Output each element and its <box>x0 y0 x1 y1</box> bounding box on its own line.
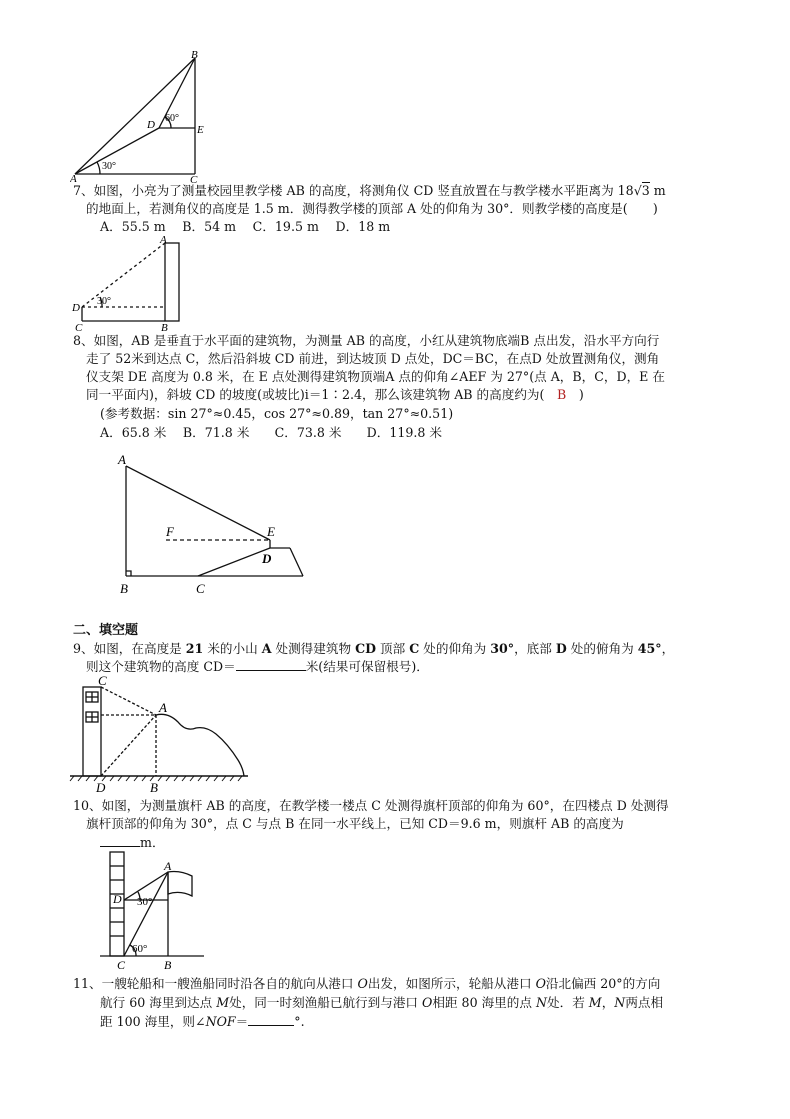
q11-l1c: 沿北偏西 20°的方向 <box>545 976 661 991</box>
q9-line2-text: 则这个建筑物的高度 CD＝ <box>86 659 236 674</box>
q10-angle-30: 30° <box>137 896 153 908</box>
angle-60: 60° <box>165 113 179 124</box>
q9-line1 <box>73 640 674 657</box>
q9-b5: 30° <box>490 641 515 656</box>
q9-p4: 顶部 <box>376 641 410 656</box>
figure-q7 <box>70 233 185 333</box>
q8-line4-close: ) <box>566 387 584 402</box>
q11-O-3: O <box>422 995 433 1010</box>
q11-l2c: 相距 80 海里的点 <box>432 995 536 1010</box>
q11-O-1: O <box>357 976 368 991</box>
label-A: A <box>70 173 77 183</box>
q11-l1a: 11、一艘轮船和一艘渔船同时沿各自的航向从港口 <box>73 976 358 991</box>
q8-label-B: B <box>120 581 128 596</box>
q8-options: A．65.8 米 B．71.8 米 C．73.8 米 D．119.8 米 <box>100 425 442 440</box>
q9-p8: ， <box>661 641 675 656</box>
q11-line3 <box>100 1013 305 1030</box>
q9-p2: 米的小山 <box>203 641 262 656</box>
q7-angle-30: 30° <box>97 296 111 307</box>
q9-b1: 21 <box>185 641 204 656</box>
q11-l1b: 出发，如图所示，轮船从港口 <box>367 976 536 991</box>
sqrt-symbol: √ <box>633 183 642 198</box>
q10-line2: 旗杆顶部的仰角为 30°，点 C 与点 B 在同一水平线上，已知 CD＝9.6 m，则旗杆 AB 的高度为 <box>86 816 624 831</box>
q7-label-B: B <box>161 322 168 333</box>
q10-line1: 10、如图，为测量旗杆 AB 的高度，在教学楼一楼点 C 处测得旗杆顶部的仰角为 60°，在四楼点 D 处测得 <box>73 798 669 813</box>
q11-NOF: NOF <box>205 1014 236 1029</box>
q8-label-F: F <box>166 524 174 539</box>
angle-30: 30° <box>102 161 116 172</box>
q11-l3c: °. <box>294 1014 305 1029</box>
q11-l2b: 处，同一时刻渔船已航行到与港口 <box>229 995 423 1010</box>
q9-b4: C <box>409 641 420 656</box>
q7-text-a: 7、如图，小亮为了测量校园里教学楼 AB 的高度，将测角仪 CD 竖直放置在与教学楼水平距离为 18 <box>73 183 634 198</box>
q11-M-1: M <box>216 995 230 1010</box>
q7-label-A: A <box>160 234 167 246</box>
q11-line1 <box>73 975 660 992</box>
q9-label-A: A <box>159 700 167 715</box>
q7-options: A．55.5 m B．54 m C．19.5 m D．18 m <box>100 219 391 234</box>
label-D: D <box>147 119 155 131</box>
figure-q6 <box>70 48 210 183</box>
figure-q9 <box>68 672 253 800</box>
q11-l2f: 两点相 <box>625 995 664 1010</box>
q11-line2 <box>100 994 663 1011</box>
q8-label-A: A <box>118 452 126 467</box>
q9-b6: D <box>555 641 567 656</box>
q9-label-B: B <box>150 780 158 795</box>
label-C: C <box>190 174 198 183</box>
q11-l3b: ＝ <box>235 1014 249 1029</box>
q10-answer-blank[interactable] <box>100 834 140 847</box>
q11-l2e: ， <box>601 995 615 1010</box>
figure-q10 <box>100 848 210 970</box>
q8-line2: 走了 52米到达点 C，然后沿斜坡 CD 前进，到达坡顶 D 点处，DC＝BC，在点D 处放置测角仪，测角 <box>86 351 660 366</box>
label-E: E <box>197 124 204 136</box>
q9-label-C: C <box>98 673 107 688</box>
q9-label-D: D <box>96 780 106 795</box>
q11-N-2: N <box>614 995 626 1010</box>
q7-sqrt-value: 3 <box>641 183 650 198</box>
q8-line4 <box>86 386 584 403</box>
q9-b7: 45° <box>637 641 662 656</box>
q11-l2d: 处．若 <box>547 995 589 1010</box>
q9-p7: 处的俯角为 <box>566 641 638 656</box>
q9-p1: 9、如图，在高度是 <box>73 641 186 656</box>
q7-text-b: m <box>649 183 666 198</box>
q8-label-D: D <box>262 551 272 566</box>
q9-b2: A <box>261 641 272 656</box>
q7-label-D: D <box>72 302 80 314</box>
q10-label-D: D <box>113 892 122 906</box>
q10-unit: m． <box>140 835 165 850</box>
q7-line1 <box>73 182 666 199</box>
q10-label-A: A <box>164 859 172 873</box>
q8-line3: 仪支架 DE 高度为 0.8 米，在 E 点处测得建筑物顶端A 点的仰角∠AEF 为 27°(点 A，B，C，D，E 在 <box>86 369 665 384</box>
q11-l2a: 航行 60 海里到达点 <box>100 995 217 1010</box>
q9-p3: 处测得建筑物 <box>271 641 356 656</box>
q9-b3: CD <box>355 641 377 656</box>
q8-answer: B <box>557 387 567 402</box>
q10-label-B: B <box>164 958 172 970</box>
q7-label-C: C <box>75 322 83 333</box>
q11-N-1: N <box>535 995 547 1010</box>
label-B: B <box>191 49 198 61</box>
figure-q8 <box>110 448 315 600</box>
q11-answer-blank[interactable] <box>248 1013 294 1026</box>
q11-O-2: O <box>535 976 546 991</box>
q8-label-C: C <box>196 581 205 596</box>
q11-l3a: 距 100 海里，则∠ <box>100 1014 206 1029</box>
q7-line2: 的地面上，若测角仪的高度是 1.5 m．测得教学楼的顶部 A 处的仰角为 30°．则教学楼的高度是( ) <box>86 201 658 216</box>
q9-p5: 处的仰角为 <box>419 641 491 656</box>
section-title: 二、填空题 <box>73 623 139 638</box>
q8-label-E: E <box>267 524 275 539</box>
q8-reference: (参考数据：sin 27°≈0.45，cos 27°≈0.89，tan 27°≈0.51) <box>100 406 454 421</box>
q9-line2-tail: 米(结果可保留根号)． <box>305 659 429 674</box>
q9-answer-blank[interactable] <box>236 658 306 671</box>
q11-M-2: M <box>588 995 602 1010</box>
q9-p6: ，底部 <box>514 641 556 656</box>
q8-line4-text: 同一平面内)，斜坡 CD 的坡度(或坡比)i＝1∶2.4，那么该建筑物 AB 的高度约为( <box>86 387 558 402</box>
q8-line1: 8、如图，AB 是垂直于水平面的建筑物，为测量 AB 的高度，小红从建筑物底端B 点出发，沿水平方向行 <box>73 333 660 348</box>
q10-angle-60: 60° <box>132 943 148 955</box>
q10-label-C: C <box>117 958 126 970</box>
